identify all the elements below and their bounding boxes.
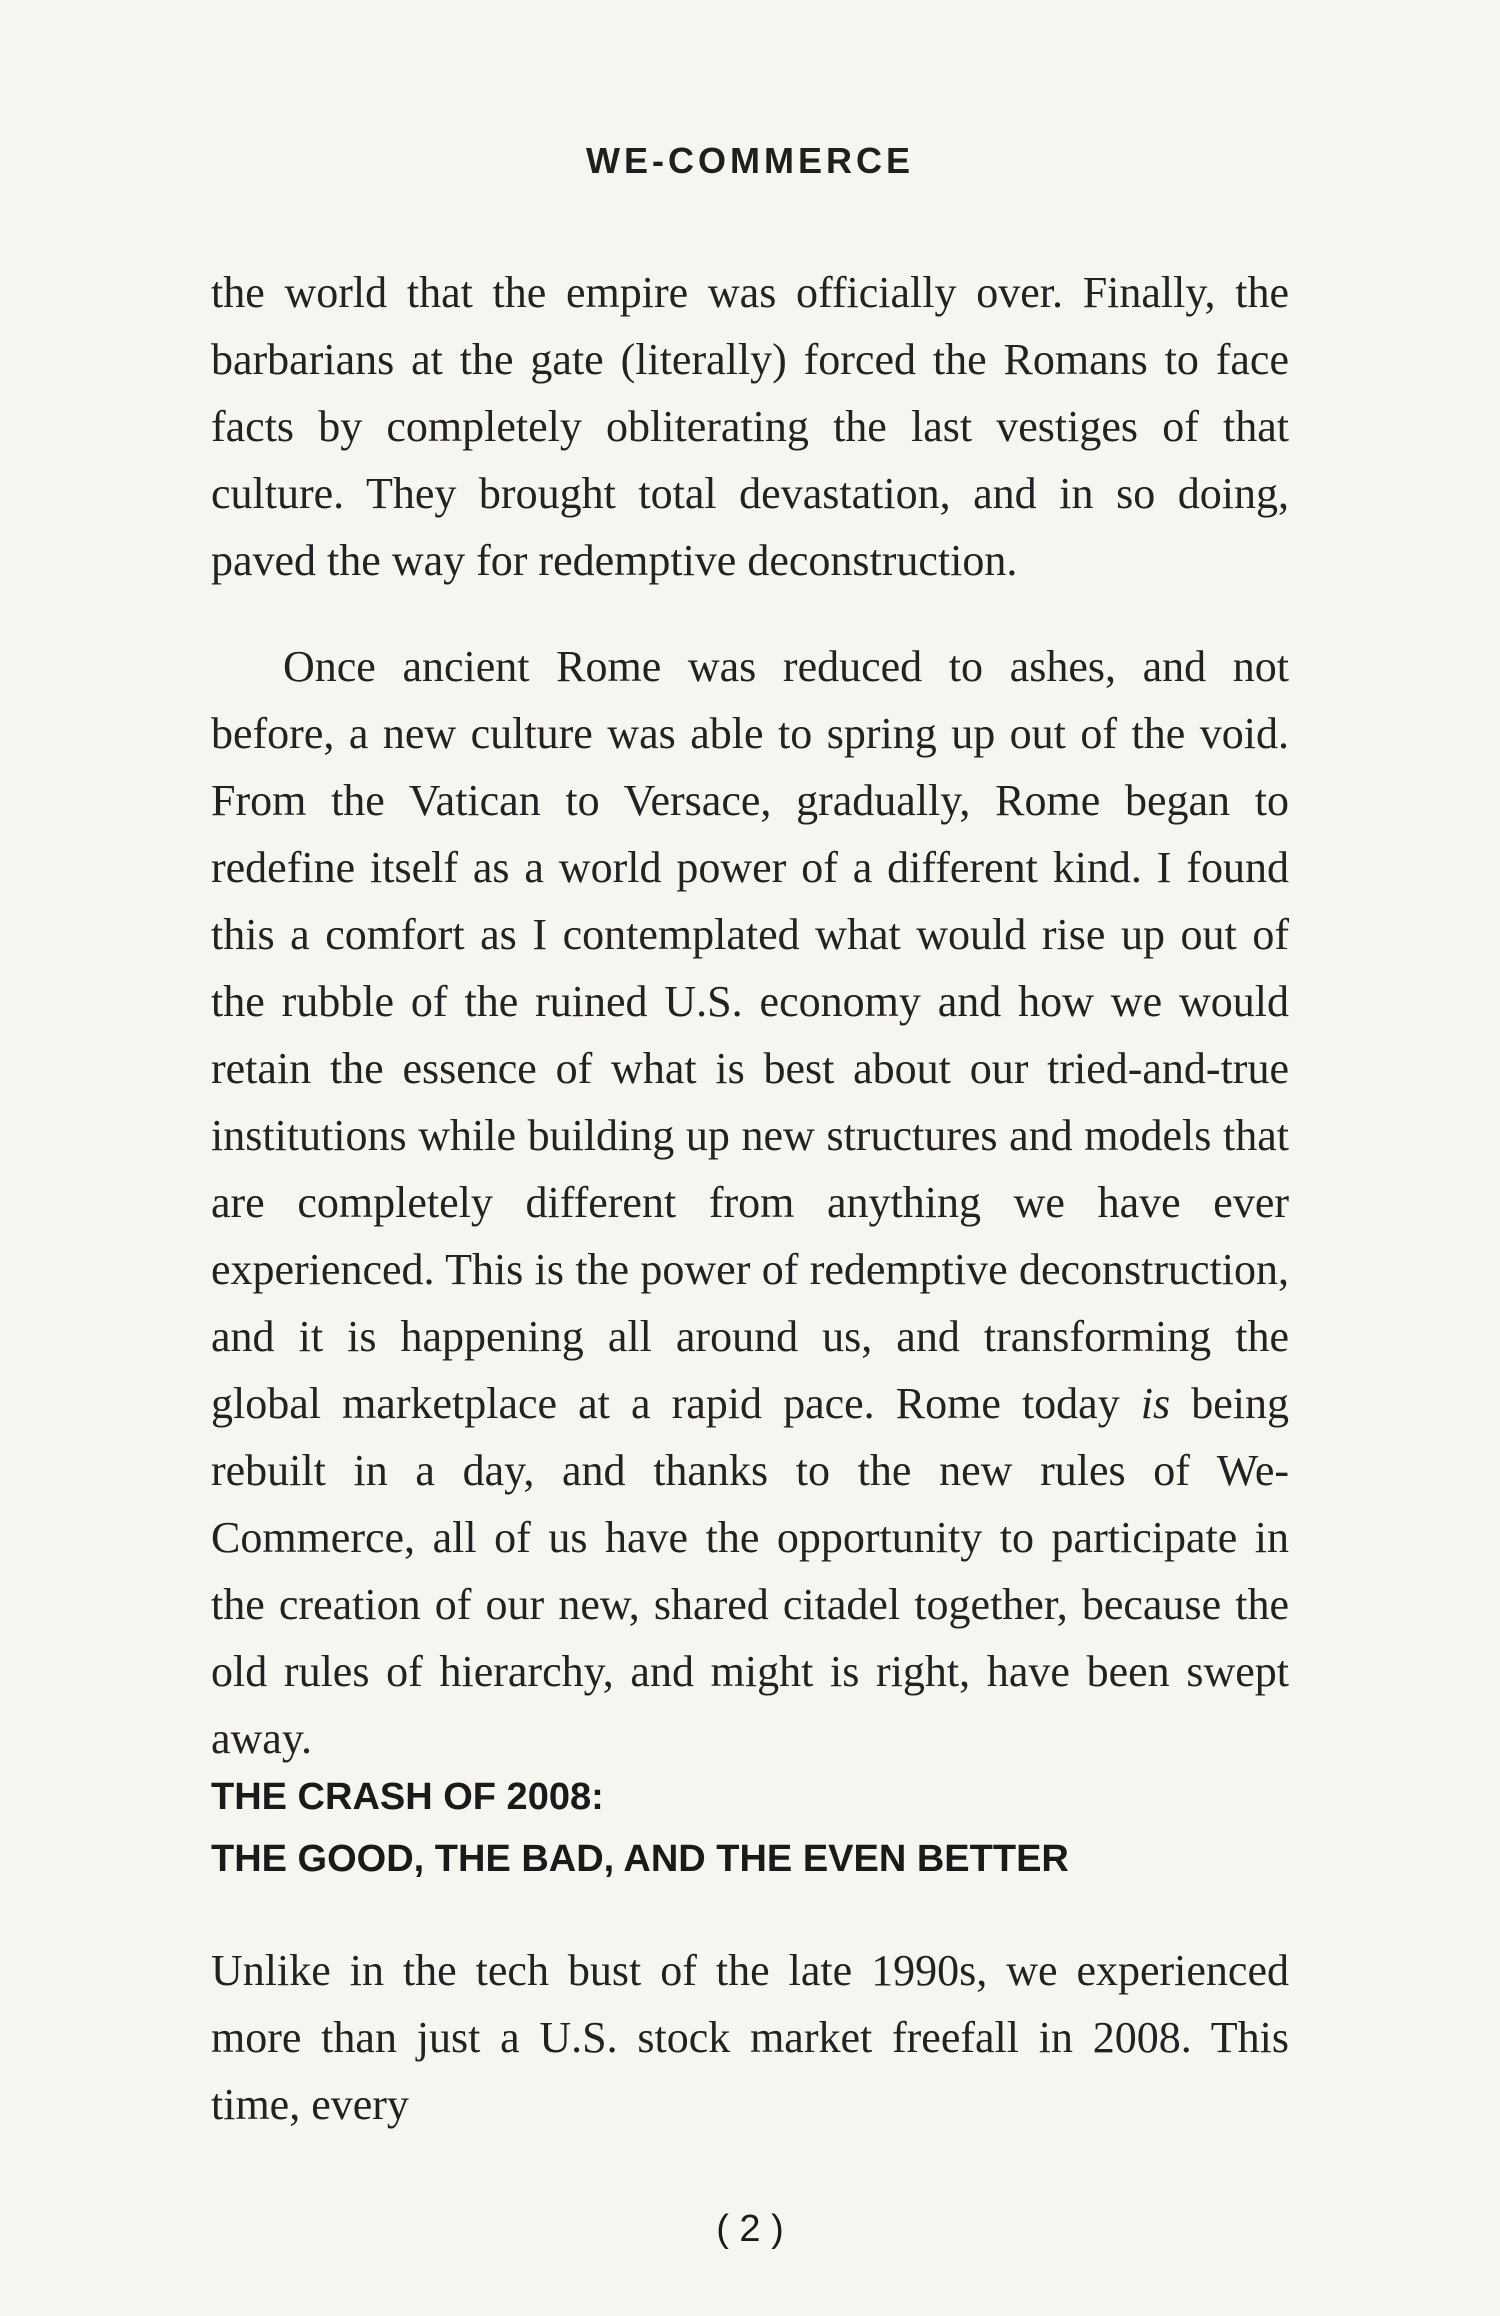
page-number: ( 2 ) xyxy=(716,2208,784,2250)
paragraph-2-emphasis: is xyxy=(1140,1379,1171,1428)
paragraph-2 xyxy=(211,633,1289,1772)
running-head-title: WE-COMMERCE xyxy=(586,140,914,181)
section-heading-line-1: THE CRASH OF 2008: xyxy=(211,1776,604,1818)
paragraph-3: Unlike in the tech bust of the late 1990s, we experienced more than just a U.S. stock market freefall in 2008. This time, every xyxy=(211,1946,1289,2129)
paragraph-1: the world that the empire was officially over. Finally, the barbarians at the gate (literally) forced the Romans to face facts by completely obliterating the last vestiges of that culture. They brought total devastation, and in so doing, paved the way for redemptive deconstruction. xyxy=(211,268,1289,585)
section-heading xyxy=(211,1766,1289,1890)
paragraph-2-text-end: being rebuilt in a day, and thanks to the new rules of We-Commerce, all of us have the opportunity to participate in the creation of our new, shared citadel together, because the old rules of hierarchy, and might is right, have been swept away. xyxy=(211,1379,1289,1763)
paragraph-2-text-start: Once ancient Rome was reduced to ashes, and not before, a new culture was able to spring up out of the void. From the Vatican to Versace, gradually, Rome began to redefine itself as a world power of a different kind. I found this a comfort as I contemplated what would rise up out of the rubble of the ruined U.S. economy and how we would retain the essence of what is best about our tried-and-true institutions while building up new structures and models that are completely different from anything we have ever experienced. This is the power of redemptive deconstruction, and it is happening all around us, and transforming the global marketplace at a rapid pace. Rome today xyxy=(211,642,1289,1428)
section-heading-line-2: THE GOOD, THE BAD, AND THE EVEN BETTER xyxy=(211,1838,1069,1880)
